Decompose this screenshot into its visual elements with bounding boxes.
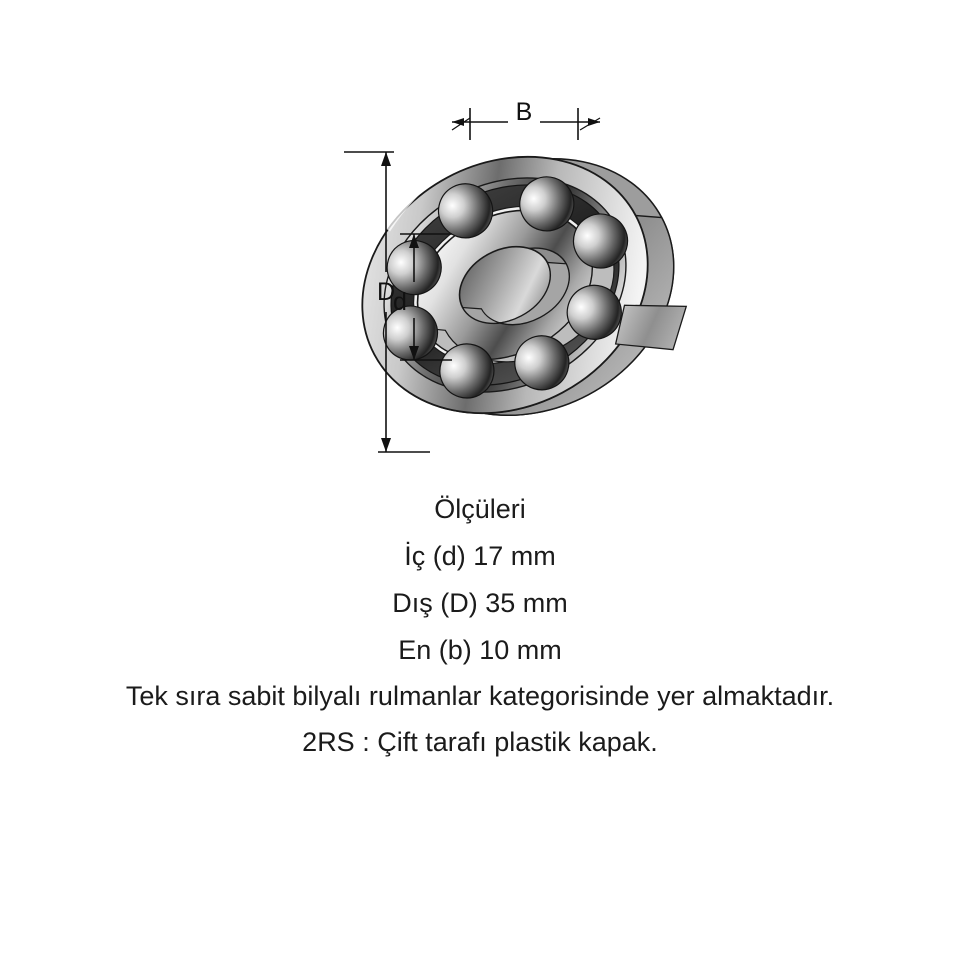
dimension-label-d: d bbox=[393, 288, 407, 316]
spec-note-seal: 2RS : Çift tarafı plastik kapak. bbox=[302, 727, 658, 757]
spec-outer-diameter: Dış (D) 35 mm bbox=[392, 588, 568, 618]
spec-inner-diameter: İç (d) 17 mm bbox=[404, 541, 556, 571]
specs-block bbox=[0, 486, 960, 766]
dimension-label-B: B bbox=[515, 98, 533, 126]
spec-note-category: Tek sıra sabit bilyalı rulmanlar kategorisinde yer almaktadır. bbox=[125, 681, 835, 711]
spec-width: En (b) 10 mm bbox=[398, 635, 562, 665]
dimension-label-D: D bbox=[376, 278, 396, 306]
specs-heading: Ölçüleri bbox=[434, 494, 526, 524]
